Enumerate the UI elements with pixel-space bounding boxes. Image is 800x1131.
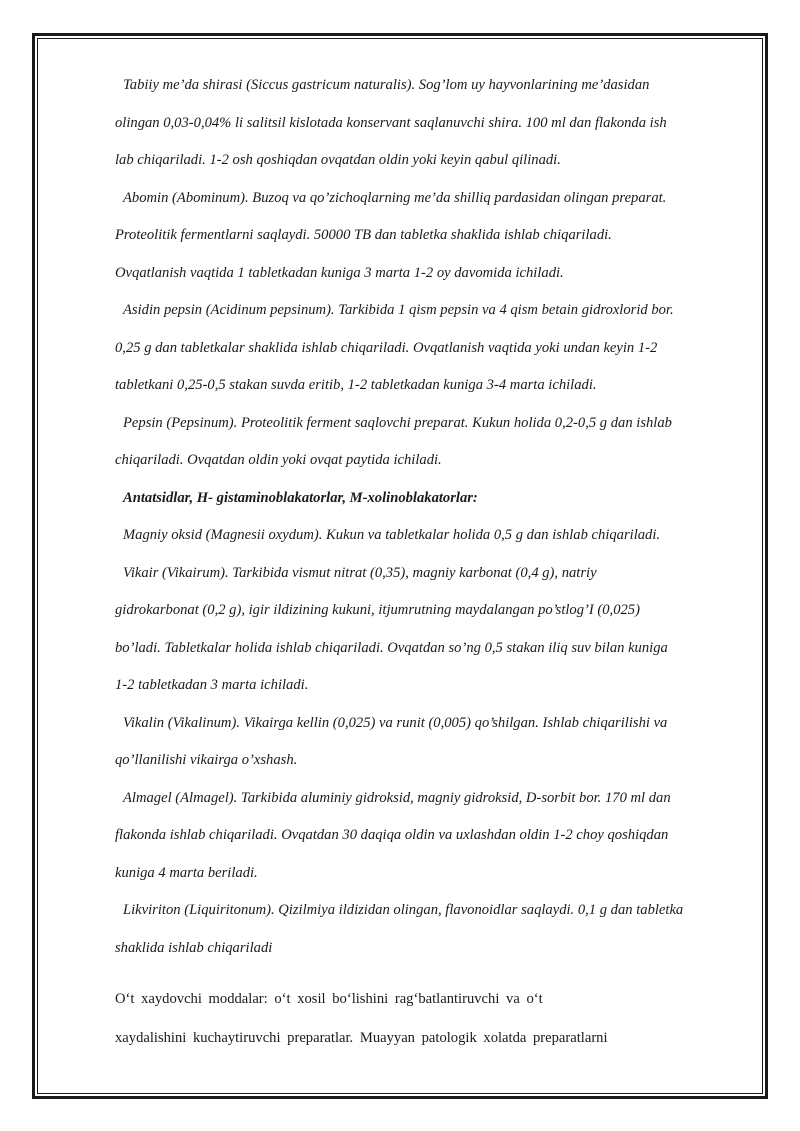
text-line: qo’llanilishi vikairga o’xshash. — [115, 752, 298, 768]
text-line: O‘t xaydovchi moddalar: o‘t xosil bo‘lishini rag‘batlantiruvchi va o‘t — [115, 991, 543, 1007]
italic-section — [115, 72, 745, 972]
text-line: flakonda ishlab chiqariladi. Ovqatdan 30 daqiqa oldin va uxlashdan oldin 1-2 choy qoshiqdan — [115, 827, 669, 843]
text-line: Vikair (Vikairum). Tarkibida vismut nitrat (0,35), magniy karbonat (0,4 g), natriy — [123, 564, 597, 581]
text-line: Magniy oksid (Magnesii oxydum). Kukun va tabletkalar holida 0,5 g dan ishlab chiqariladi. — [123, 527, 661, 543]
document-body — [115, 72, 745, 1064]
closing-section — [115, 986, 745, 1064]
text-line: gidrokarbonat (0,2 g), igir ildizining kukuni, itjumrutning maydalangan po’stlog’I (0,025) — [115, 602, 640, 618]
text-line: tabletkani 0,25-0,5 stakan suvda eritib, 1-2 tabletkadan kuniga 3-4 marta ichiladi. — [115, 377, 597, 393]
text-line: Ovqatlanish vaqtida 1 tabletkadan kuniga 3 marta 1-2 oy davomida ichiladi. — [115, 264, 564, 281]
text-line: Pepsin (Pepsinum). Proteolitik ferment saqlovchi preparat. Kukun holida 0,2-0,5 g dan ishlab — [123, 414, 672, 431]
text-line: 0,25 g dan tabletkalar shaklida ishlab chiqariladi. Ovqatlanish vaqtida yoki undan keyin 1-2 — [115, 339, 658, 356]
text-line: bo’ladi. Tabletkalar holida ishlab chiqariladi. Ovqatdan so’ng 0,5 stakan iliq suv bilan kuniga — [115, 639, 668, 656]
text-line: shaklida ishlab chiqariladi — [115, 939, 273, 956]
text-line: chiqariladi. Ovqatdan oldin yoki ovqat paytida ichiladi. — [115, 452, 442, 468]
section-heading: Antatsidlar, H- gistaminoblakatorlar, M-xolinoblakatorlar: — [123, 489, 478, 506]
text-line: olingan 0,03-0,04% li salitsil kislotada konservant saqlanuvchi shira. 100 ml dan flakonda ish — [115, 114, 667, 131]
text-line: Proteolitik fermentlarni saqlaydi. 50000 TB dan tabletka shaklida ishlab chiqariladi. — [115, 227, 612, 243]
text-line: Tabiiy me’da shirasi (Siccus gastricum naturalis). Sog’lom uy hayvonlarining me’dasidan — [123, 77, 650, 93]
text-line: Asidin pepsin (Acidinum pepsinum). Tarkibida 1 qism pepsin va 4 qism betain gidroxlorid bor. — [123, 302, 674, 318]
text-line: kuniga 4 marta beriladi. — [115, 864, 258, 881]
text-line: Almagel (Almagel). Tarkibida aluminiy gidroksid, magniy gidroksid, D-sorbit bor. 170 ml dan — [123, 789, 671, 806]
text-line: xaydalishini kuchaytiruvchi preparatlar. Muayyan patologik xolatda preparatlarni — [115, 1030, 608, 1046]
text-line: Likviriton (Liquiritonum). Qizilmiya ildizidan olingan, flavonoidlar saqlaydi. 0,1 g dan tabletka — [123, 902, 684, 918]
text-line: lab chiqariladi. 1-2 osh qoshiqdan ovqatdan oldin yoki keyin qabul qilinadi. — [115, 152, 561, 168]
text-line: 1-2 tabletkadan 3 marta ichiladi. — [115, 677, 309, 693]
text-line: Vikalin (Vikalinum). Vikairga kellin (0,025) va runit (0,005) qo’shilgan. Ishlab chiqarilishi va — [123, 714, 668, 731]
text-line: Abomin (Abominum). Buzoq va qo’zichoqlarning me’da shilliq pardasidan olingan preparat. — [123, 189, 667, 206]
